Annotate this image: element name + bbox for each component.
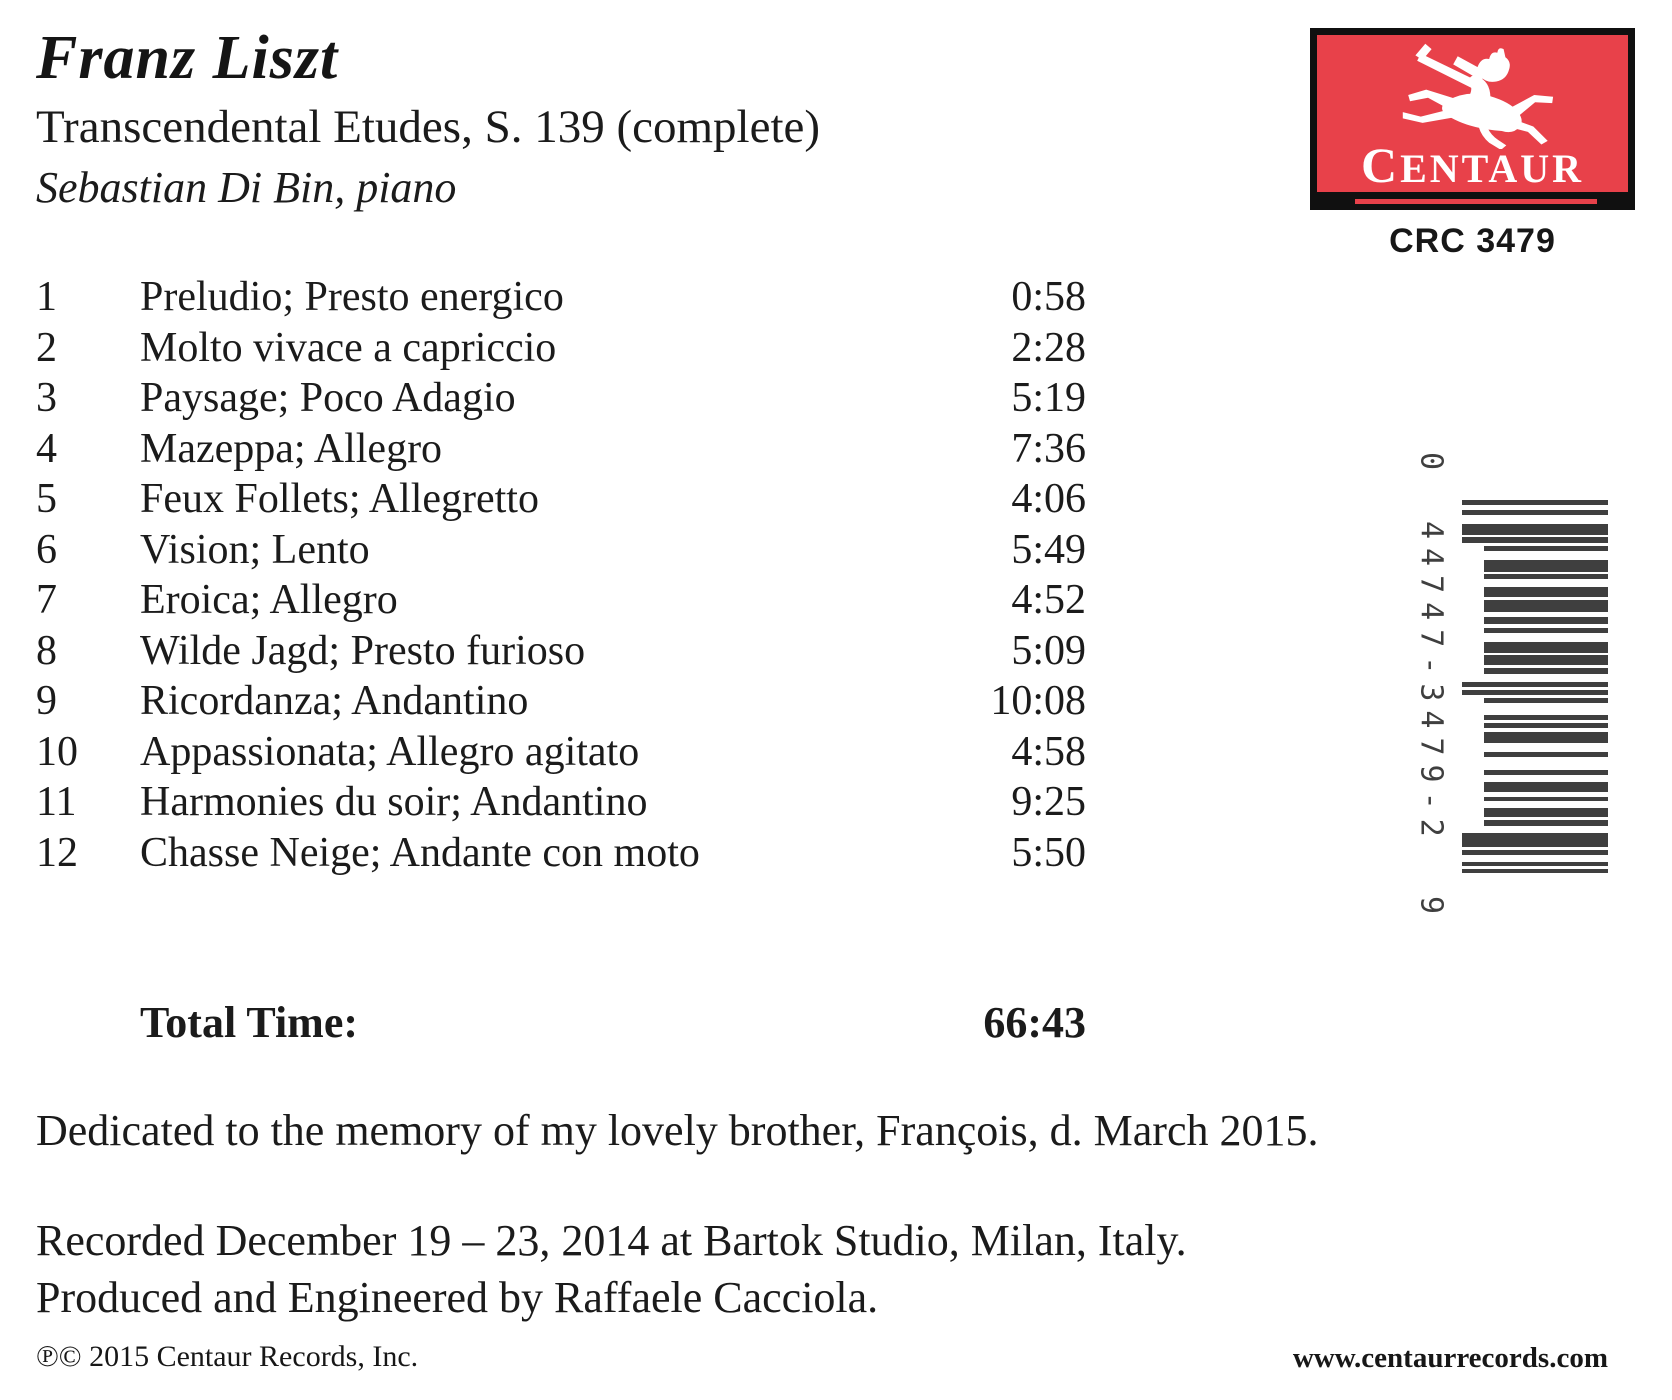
barcode-bar [1484,820,1608,826]
track-duration: 7:36 [1011,425,1086,472]
barcode-bar [1484,782,1608,792]
track-number: 9 [36,678,57,724]
barcode-bar [1462,862,1608,866]
barcode-bar [1462,690,1608,695]
track-duration: 2:28 [1011,324,1086,371]
barcode-bar [1484,628,1608,633]
logo-red-field [1317,35,1628,192]
barcode-bar [1484,752,1608,757]
track-number: 2 [36,324,57,371]
track-title: Chasse Neige; Andante con moto [140,829,700,876]
track-duration: 4:52 [1011,577,1086,623]
track-row [36,424,1086,475]
track-duration: 10:08 [990,678,1086,724]
copyright-notice: ℗© 2015 Centaur Records, Inc. [36,1340,419,1373]
total-time-value: 66:43 [983,998,1086,1047]
track-number: 1 [36,274,57,320]
track-title: Paysage; Poco Adagio [140,375,516,421]
track-row [36,626,1086,677]
barcode-bar [1462,833,1608,847]
composer-name: Franz Liszt [36,24,339,92]
track-duration: 9:25 [1011,779,1086,825]
barcode-bar [1462,537,1608,543]
track-row [36,777,1086,828]
track-row [36,525,1086,576]
track-title: Feux Follets; Allegretto [140,476,539,522]
track-number: 12 [36,829,78,876]
centaur-figure-icon [1377,41,1587,149]
track-row [36,828,1086,879]
barcode-bar [1484,587,1608,597]
barcode-digit-first: 0 [1413,452,1449,471]
track-number: 8 [36,627,57,674]
track-row [36,323,1086,374]
track-title: Ricordanza; Andantino [140,678,529,724]
barcode-bar [1484,574,1608,579]
catalog-number: CRC 3479 [1389,222,1556,260]
track-number: 6 [36,526,57,573]
track-title: Appassionata; Allegro agitato [140,728,640,775]
centaur-logo [1310,28,1635,210]
track-title: Mazeppa; Allegro [140,425,443,472]
barcode-bar [1484,668,1608,674]
logo-underline [1355,199,1597,204]
track-title: Molto vivace a capriccio [140,324,557,371]
barcode-bar [1462,850,1608,855]
track-number: 3 [36,375,57,421]
barcode [1462,500,1608,874]
recording-credits [36,1212,1336,1326]
label-website: www.centaurrecords.com [1292,1342,1608,1374]
barcode-bar [1462,500,1608,505]
track-duration: 4:06 [1011,476,1086,522]
barcode-bar [1484,723,1608,728]
track-duration: 5:50 [1011,829,1086,876]
track-title: Vision; Lento [140,526,370,573]
track-row [36,727,1086,778]
barcode-bar [1484,655,1608,665]
track-duration: 5:49 [1011,526,1086,573]
barcode-digits-main: 44747-3479-2 [1413,520,1449,846]
barcode-bar [1462,682,1608,687]
produced-line: Produced and Engineered by Raffaele Cacciola. [36,1273,879,1322]
track-row [36,272,1086,323]
barcode-bar [1484,732,1608,743]
track-title: Harmonies du soir; Andantino [140,779,648,825]
album-title: Transcendental Etudes, S. 139 (complete) [36,101,821,153]
logo-wordmark-initial: C [1360,137,1401,193]
barcode-bar [1484,797,1608,801]
total-time-label: Total Time: [140,998,359,1047]
track-duration: 5:19 [1011,375,1086,421]
track-number: 11 [36,779,77,825]
barcode-bar [1484,546,1608,551]
track-list [36,272,1086,878]
track-title: Wilde Jagd; Presto furioso [140,627,586,674]
barcode-bar [1462,524,1608,535]
track-number: 4 [36,425,57,472]
track-row [36,676,1086,727]
track-row [36,575,1086,626]
track-duration: 0:58 [1011,274,1086,320]
barcode-bar [1484,560,1608,572]
total-time-row [36,998,1086,1048]
barcode-bar [1484,808,1608,817]
logo-wordmark-rest: ENTAUR [1400,146,1585,191]
track-row [36,373,1086,424]
barcode-bar [1484,715,1608,720]
barcode-bar [1484,642,1608,653]
track-title: Preludio; Presto energico [140,274,564,320]
logo-wordmark [1317,137,1628,193]
track-number: 10 [36,728,78,775]
barcode-bar [1484,617,1608,624]
performer-credit: Sebastian Di Bin, piano [36,163,457,212]
barcode-bar [1462,510,1608,515]
barcode-bar [1484,770,1608,775]
barcode-number [1408,452,1454,914]
barcode-digit-check: 9 [1413,895,1449,914]
barcode-bar [1484,600,1608,612]
track-number: 7 [36,577,57,623]
track-row [36,474,1086,525]
barcode-bar [1484,698,1608,703]
track-duration: 4:58 [1011,728,1086,775]
track-title: Eroica; Allegro [140,577,398,623]
track-duration: 5:09 [1011,627,1086,674]
recorded-line: Recorded December 19 – 23, 2014 at Bartok Studio, Milan, Italy. [36,1216,1187,1265]
barcode-bar [1462,869,1608,873]
track-number: 5 [36,476,57,522]
dedication-text: Dedicated to the memory of my lovely brother, François, d. March 2015. [36,1106,1319,1155]
